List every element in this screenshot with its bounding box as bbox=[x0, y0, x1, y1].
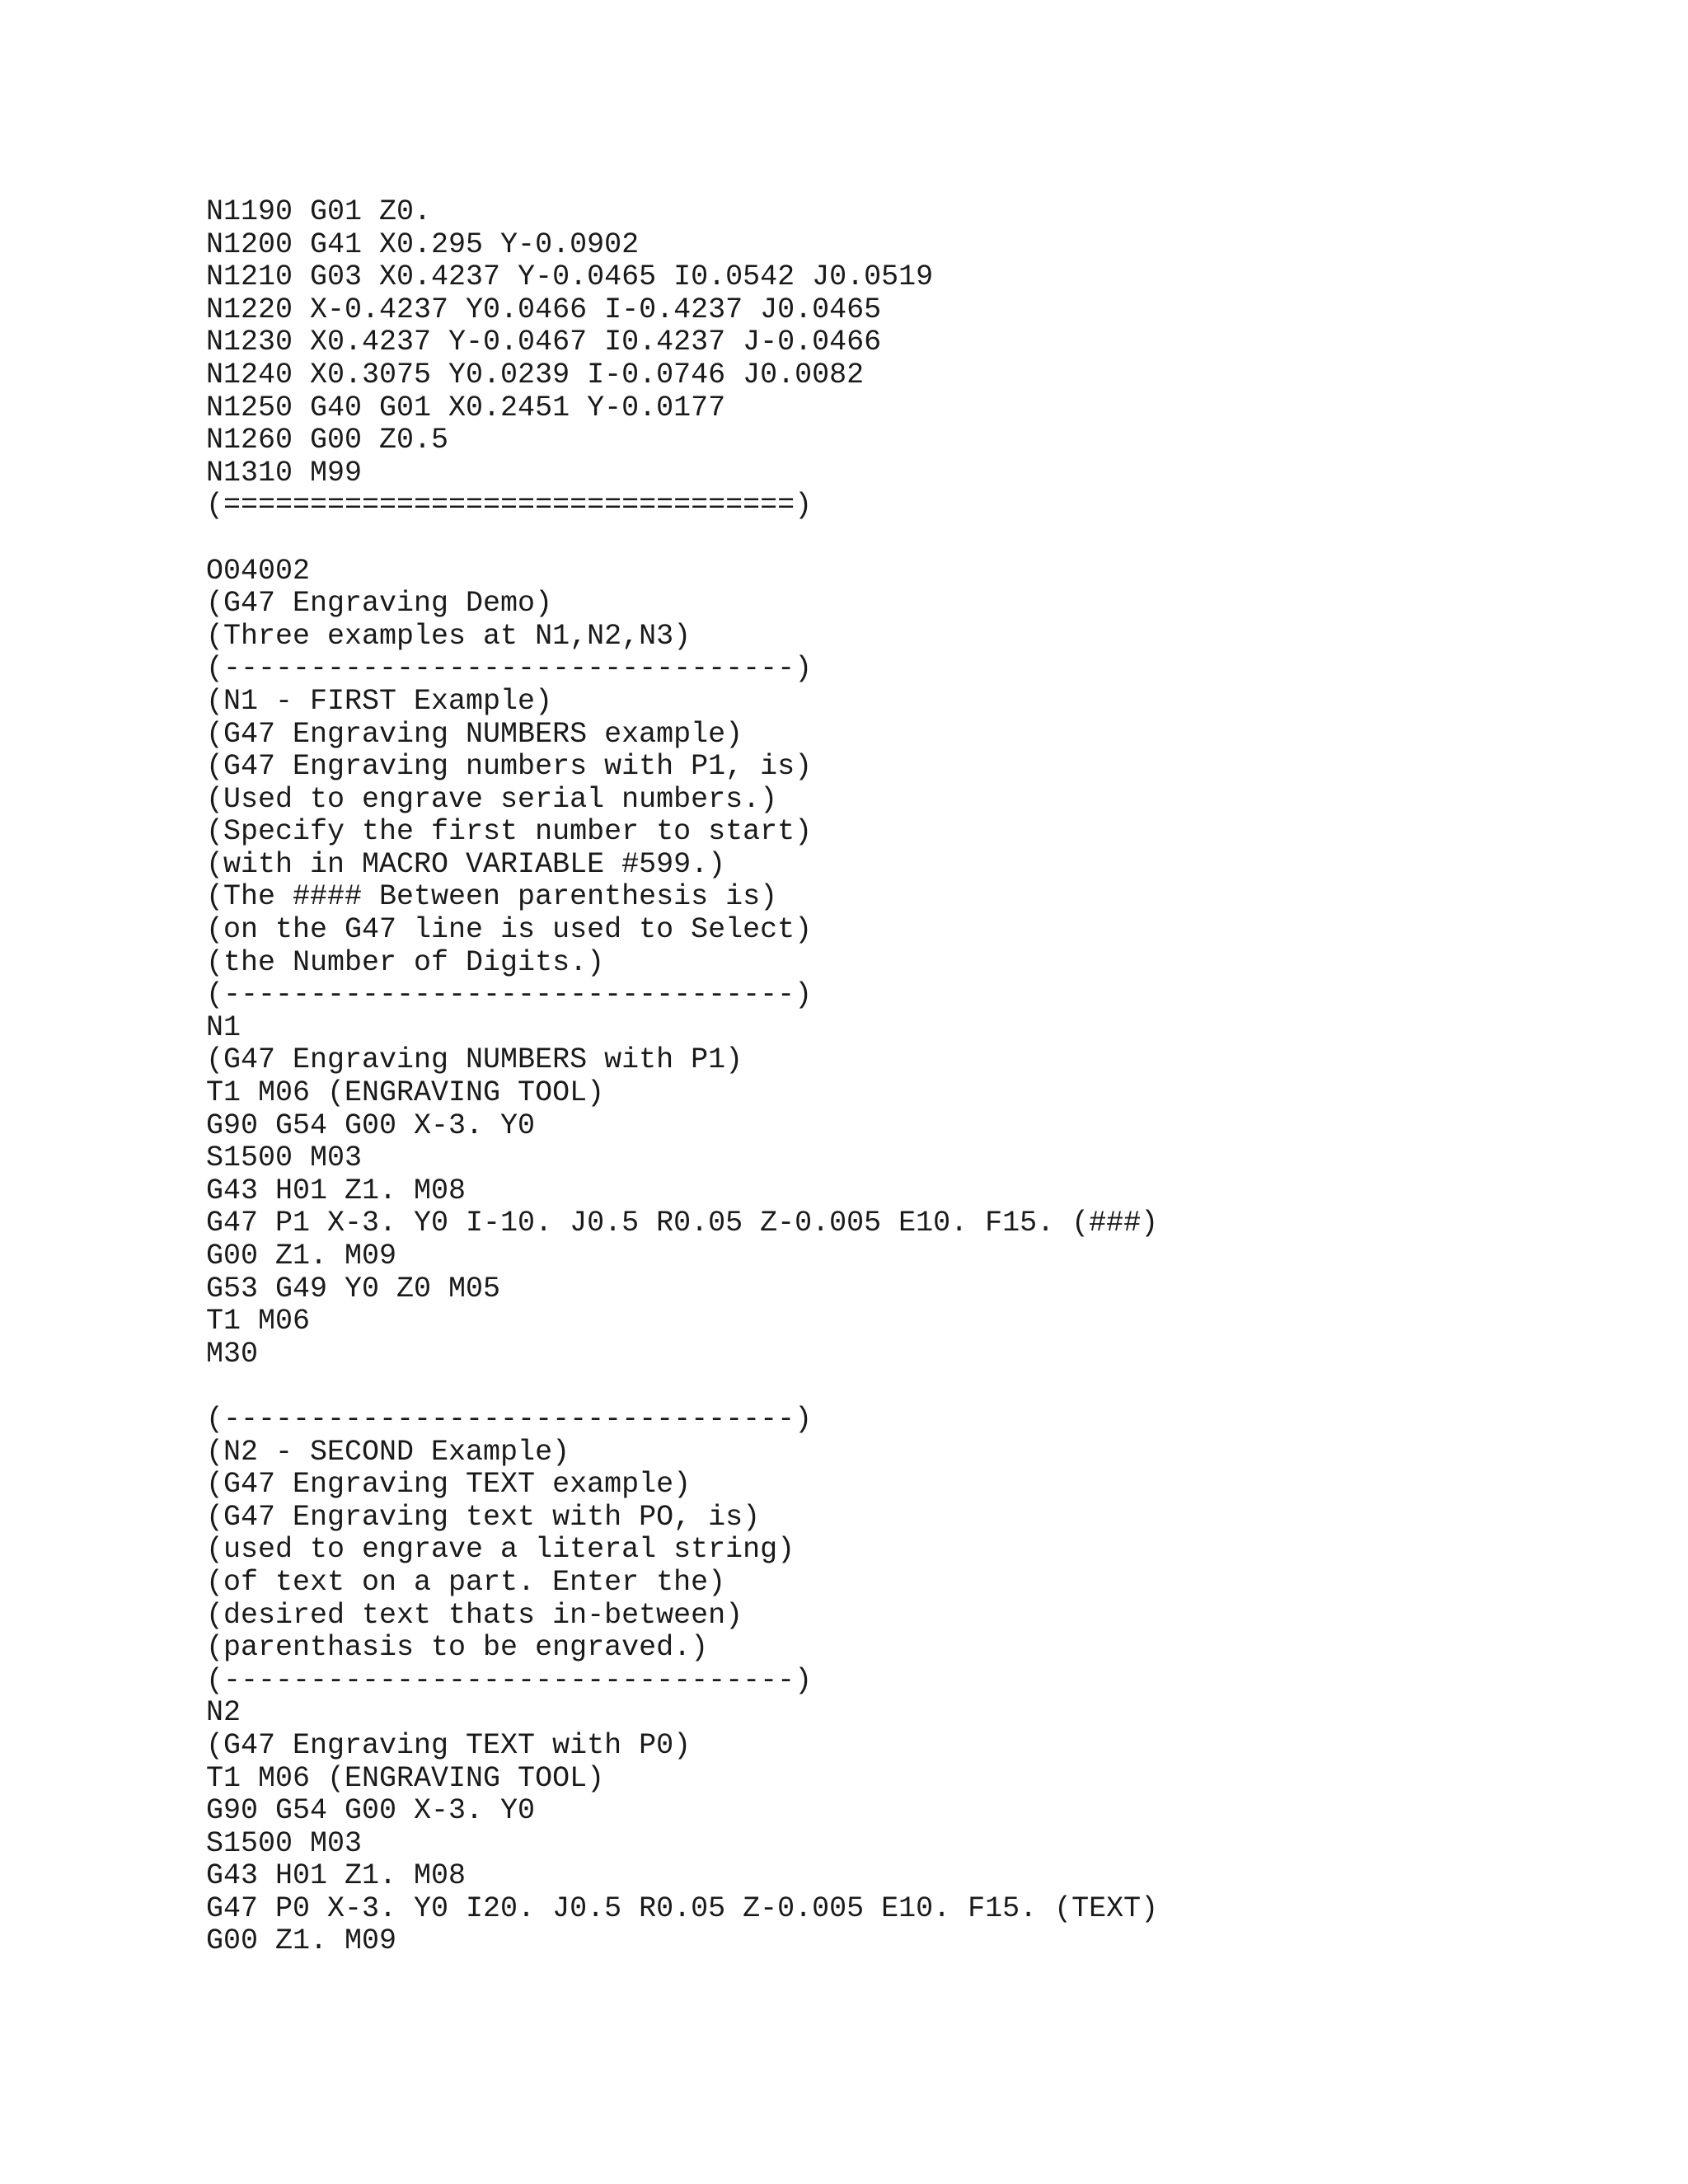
code-line: S1500 M03 bbox=[206, 1826, 363, 1860]
code-line: (G47 Engraving TEXT example) bbox=[206, 1468, 692, 1502]
code-line: G43 H01 Z1. M08 bbox=[206, 1859, 467, 1893]
code-line: (Three examples at N1,N2,N3) bbox=[206, 619, 692, 653]
code-line: (N2 - SECOND Example) bbox=[206, 1435, 570, 1469]
code-line: (desired text thats in-between) bbox=[206, 1598, 743, 1632]
code-line: (---------------------------------) bbox=[206, 978, 813, 1012]
code-line: T1 M06 (ENGRAVING TOOL) bbox=[206, 1761, 605, 1795]
code-line: (used to engrave a literal string) bbox=[206, 1533, 795, 1567]
code-line: G90 G54 G00 X-3. Y0 bbox=[206, 1108, 536, 1142]
code-line: (---------------------------------) bbox=[206, 652, 813, 686]
code-line: G47 P0 X-3. Y0 I20. J0.5 R0.05 Z-0.005 E10. F15. (TEXT) bbox=[206, 1891, 1159, 1925]
code-line: (on the G47 line is used to Select) bbox=[206, 913, 813, 947]
code-line: (parenthasis to be engraved.) bbox=[206, 1631, 709, 1665]
code-line: (Used to engrave serial numbers.) bbox=[206, 782, 778, 816]
code-line: N1200 G41 X0.295 Y-0.0902 bbox=[206, 227, 640, 261]
code-line: (Specify the first number to start) bbox=[206, 815, 813, 849]
code-line: N1240 X0.3075 Y0.0239 I-0.0746 J0.0082 bbox=[206, 358, 865, 391]
code-line: N1 bbox=[206, 1010, 241, 1044]
code-line: N2 bbox=[206, 1696, 241, 1730]
code-line: N1260 G00 Z0.5 bbox=[206, 424, 449, 457]
code-line: N1230 X0.4237 Y-0.0467 I0.4237 J-0.0466 bbox=[206, 326, 882, 359]
code-line: (G47 Engraving text with PO, is) bbox=[206, 1500, 761, 1534]
code-line: (---------------------------------) bbox=[206, 1402, 813, 1436]
code-line: G43 H01 Z1. M08 bbox=[206, 1174, 467, 1207]
code-line: T1 M06 (ENGRAVING TOOL) bbox=[206, 1076, 605, 1110]
code-line: N1190 G01 Z0. bbox=[206, 195, 432, 228]
code-line: G47 P1 X-3. Y0 I-10. J0.5 R0.05 Z-0.005 E10. F15. (###) bbox=[206, 1207, 1159, 1240]
code-line: T1 M06 bbox=[206, 1305, 311, 1338]
code-line: (N1 - FIRST Example) bbox=[206, 684, 553, 718]
code-line: S1500 M03 bbox=[206, 1141, 363, 1175]
code-line: G00 Z1. M09 bbox=[206, 1240, 397, 1272]
code-line: (with in MACRO VARIABLE #599.) bbox=[206, 847, 726, 881]
code-line: (=================================) bbox=[206, 489, 813, 523]
code-line: (G47 Engraving NUMBERS example) bbox=[206, 717, 743, 751]
code-line: G00 Z1. M09 bbox=[206, 1924, 397, 1958]
code-line: N1250 G40 G01 X0.2451 Y-0.0177 bbox=[206, 391, 726, 424]
code-line: (G47 Engraving TEXT with P0) bbox=[206, 1728, 692, 1762]
code-line: G53 G49 Y0 Z0 M05 bbox=[206, 1272, 501, 1305]
code-line: N1310 M99 bbox=[206, 456, 363, 490]
code-line: N1220 X-0.4237 Y0.0466 I-0.4237 J0.0465 bbox=[206, 293, 882, 326]
code-line: N1210 G03 X0.4237 Y-0.0465 I0.0542 J0.0519 bbox=[206, 260, 934, 294]
code-line bbox=[206, 1371, 1158, 1404]
code-line: (G47 Engraving numbers with P1, is) bbox=[206, 750, 813, 784]
code-line: (G47 Engraving Demo) bbox=[206, 587, 553, 621]
gcode-listing bbox=[206, 196, 1158, 1958]
code-line: (G47 Engraving NUMBERS with P1) bbox=[206, 1043, 743, 1077]
code-line: M30 bbox=[206, 1337, 259, 1371]
code-line: (the Number of Digits.) bbox=[206, 945, 605, 979]
code-line: (of text on a part. Enter the) bbox=[206, 1565, 726, 1599]
code-line: O04002 bbox=[206, 554, 311, 588]
code-line: G90 G54 G00 X-3. Y0 bbox=[206, 1794, 536, 1828]
code-line: (---------------------------------) bbox=[206, 1663, 813, 1697]
code-line: (The #### Between parenthesis is) bbox=[206, 880, 778, 914]
code-line bbox=[206, 523, 1158, 555]
